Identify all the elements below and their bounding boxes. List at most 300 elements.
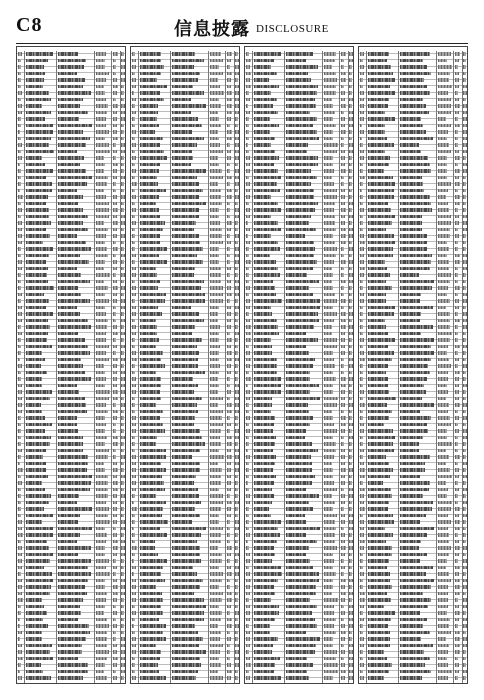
table-cell	[341, 117, 345, 121]
table-row	[131, 305, 239, 311]
table-cell	[210, 403, 218, 407]
table-cell	[324, 663, 337, 667]
table-cell	[58, 91, 91, 95]
table-cell	[132, 585, 136, 589]
table-cell	[172, 143, 197, 147]
table-cell	[360, 267, 365, 271]
table-row	[131, 110, 239, 116]
table-cell	[172, 260, 203, 264]
table-cell	[235, 182, 239, 186]
table-row	[245, 506, 353, 512]
table-cell	[360, 111, 365, 115]
table-cell	[58, 449, 83, 453]
table-cell	[349, 462, 352, 466]
table-cell	[455, 293, 458, 297]
table-cell	[140, 254, 159, 258]
table-cell	[246, 494, 251, 498]
table-cell	[140, 650, 161, 654]
table-cell	[455, 488, 459, 492]
table-cell	[400, 455, 430, 459]
table-cell	[132, 364, 135, 368]
table-cell	[360, 189, 363, 193]
table-row	[245, 97, 353, 103]
table-cell	[463, 657, 466, 661]
table-cell	[349, 98, 353, 102]
table-cell	[235, 65, 239, 69]
table-cell	[246, 182, 250, 186]
table-cell	[341, 585, 345, 589]
table-cell	[360, 533, 365, 537]
table-row	[359, 64, 467, 70]
table-cell	[132, 390, 137, 394]
table-cell	[463, 124, 467, 128]
table-cell	[246, 442, 249, 446]
table-cell	[246, 286, 251, 290]
table-row	[131, 656, 239, 662]
table-cell	[438, 267, 449, 271]
table-cell	[18, 98, 22, 102]
table-cell	[113, 286, 118, 290]
table-row	[359, 298, 467, 304]
table-cell	[210, 78, 218, 82]
table-cell	[246, 65, 251, 69]
table-cell	[341, 436, 344, 440]
table-cell	[96, 208, 109, 212]
table-cell	[254, 130, 271, 134]
table-cell	[172, 215, 199, 219]
table-cell	[140, 176, 158, 180]
table-cell	[18, 429, 21, 433]
table-cell	[341, 124, 345, 128]
table-cell	[235, 59, 239, 63]
table-cell	[246, 78, 251, 82]
table-cell	[172, 572, 197, 576]
table-cell	[341, 156, 345, 160]
table-cell	[113, 228, 117, 232]
table-cell	[172, 182, 199, 186]
table-row	[245, 669, 353, 675]
table-cell	[438, 449, 446, 453]
table-cell	[341, 429, 345, 433]
table-row	[245, 298, 353, 304]
table-cell	[341, 130, 346, 134]
table-cell	[324, 553, 332, 557]
table-cell	[140, 215, 161, 219]
table-cell	[341, 462, 345, 466]
table-cell	[140, 579, 166, 583]
table-cell	[438, 143, 449, 147]
table-cell	[341, 624, 345, 628]
table-cell	[349, 410, 352, 414]
table-cell	[349, 208, 352, 212]
table-cell	[455, 631, 460, 635]
table-cell	[324, 65, 332, 69]
table-row	[245, 584, 353, 590]
table-cell	[360, 494, 364, 498]
table-cell	[324, 410, 332, 414]
table-cell	[113, 91, 117, 95]
table-cell	[400, 65, 427, 69]
table-row	[359, 571, 467, 577]
table-cell	[227, 384, 230, 388]
table-cell	[455, 624, 458, 628]
column-3	[244, 46, 354, 684]
table-cell	[227, 267, 231, 271]
table-cell	[349, 449, 352, 453]
table-cell	[96, 319, 107, 323]
table-row	[245, 383, 353, 389]
table-cell	[58, 215, 88, 219]
table-cell	[400, 676, 422, 680]
table-cell	[58, 189, 77, 193]
table-row	[17, 344, 125, 350]
table-cell	[96, 65, 105, 69]
table-cell	[400, 195, 430, 199]
table-cell	[341, 332, 345, 336]
table-row	[131, 123, 239, 129]
table-cell	[368, 195, 395, 199]
table-cell	[172, 618, 204, 622]
table-cell	[400, 156, 428, 160]
table-cell	[26, 299, 49, 303]
table-cell	[18, 455, 22, 459]
table-row	[245, 246, 353, 252]
table-cell	[58, 559, 91, 563]
table-cell	[400, 351, 434, 355]
table-cell	[400, 663, 425, 667]
table-cell	[227, 260, 230, 264]
table-cell	[172, 338, 202, 342]
table-cell	[227, 410, 232, 414]
table-cell	[286, 364, 313, 368]
table-row	[17, 389, 125, 395]
table-row	[131, 168, 239, 174]
table-cell	[121, 169, 123, 173]
table-cell	[210, 559, 221, 563]
table-cell	[26, 358, 45, 362]
table-cell	[121, 189, 124, 193]
table-cell	[18, 280, 22, 284]
table-cell	[368, 520, 395, 524]
table-row	[131, 578, 239, 584]
table-cell	[235, 150, 239, 154]
table-cell	[360, 325, 364, 329]
table-cell	[455, 468, 459, 472]
table-cell	[113, 605, 116, 609]
table-cell	[349, 150, 353, 154]
table-row	[131, 97, 239, 103]
table-cell	[140, 624, 166, 628]
table-cell	[360, 650, 364, 654]
table-cell	[132, 533, 135, 537]
table-row	[359, 630, 467, 636]
table-cell	[463, 85, 466, 89]
table-cell	[172, 345, 197, 349]
table-row	[17, 64, 125, 70]
table-cell	[113, 169, 117, 173]
table-cell	[246, 169, 250, 173]
table-cell	[349, 176, 352, 180]
table-row	[359, 396, 467, 402]
table-cell	[463, 286, 465, 290]
table-cell	[455, 228, 458, 232]
table-cell	[210, 637, 220, 641]
table-cell	[368, 189, 394, 193]
table-cell	[121, 358, 124, 362]
table-row	[245, 539, 353, 545]
table-cell	[341, 611, 345, 615]
table-cell	[210, 189, 220, 193]
table-cell	[96, 631, 106, 635]
table-cell	[227, 423, 231, 427]
table-cell	[235, 293, 239, 297]
table-cell	[96, 657, 107, 661]
table-cell	[113, 358, 118, 362]
table-row	[17, 357, 125, 363]
table-cell	[463, 449, 466, 453]
table-cell	[400, 657, 430, 661]
table-cell	[341, 72, 346, 76]
table-cell	[140, 637, 167, 641]
table-cell	[26, 176, 46, 180]
table-row	[359, 97, 467, 103]
table-cell	[360, 410, 363, 414]
table-row	[359, 610, 467, 616]
table-cell	[246, 202, 250, 206]
table-cell	[455, 65, 458, 69]
table-cell	[455, 338, 458, 342]
table-cell	[360, 468, 365, 472]
table-cell	[132, 657, 136, 661]
table-cell	[368, 371, 386, 375]
table-cell	[113, 657, 118, 661]
table-cell	[438, 247, 449, 251]
table-cell	[400, 189, 424, 193]
table-cell	[368, 345, 388, 349]
table-cell	[26, 130, 53, 134]
table-cell	[360, 624, 363, 628]
table-cell	[113, 403, 116, 407]
table-cell	[254, 520, 281, 524]
table-cell	[18, 202, 22, 206]
table-cell	[210, 91, 223, 95]
table-cell	[400, 228, 422, 232]
table-cell	[96, 455, 107, 459]
table-cell	[254, 169, 278, 173]
table-cell	[210, 280, 221, 284]
table-cell	[324, 130, 333, 134]
table-cell	[286, 507, 313, 511]
table-cell	[210, 195, 221, 199]
table-cell	[246, 351, 250, 355]
table-cell	[58, 657, 78, 661]
table-cell	[438, 468, 450, 472]
table-cell	[227, 306, 231, 310]
table-cell	[172, 631, 198, 635]
table-cell	[113, 208, 118, 212]
table-row	[17, 461, 125, 467]
table-cell	[324, 182, 334, 186]
table-cell	[400, 104, 426, 108]
table-cell	[121, 280, 124, 284]
table-cell	[96, 611, 104, 615]
table-cell	[18, 416, 21, 420]
table-cell	[121, 117, 125, 121]
table-cell	[324, 117, 332, 121]
table-cell	[324, 390, 333, 394]
table-cell	[463, 624, 467, 628]
table-cell	[360, 221, 363, 225]
table-cell	[360, 150, 364, 154]
table-cell	[121, 364, 124, 368]
table-cell	[438, 319, 450, 323]
table-cell	[254, 553, 275, 557]
table-cell	[132, 182, 137, 186]
table-cell	[210, 208, 218, 212]
table-cell	[96, 215, 109, 219]
table-cell	[341, 202, 345, 206]
table-cell	[349, 247, 352, 251]
table-cell	[121, 624, 124, 628]
table-cell	[438, 208, 449, 212]
table-cell	[438, 566, 446, 570]
table-cell	[18, 566, 22, 570]
table-cell	[341, 215, 345, 219]
table-cell	[96, 384, 105, 388]
table-row	[359, 194, 467, 200]
table-cell	[400, 637, 421, 641]
table-row	[245, 110, 353, 116]
table-cell	[400, 319, 420, 323]
table-cell	[463, 462, 466, 466]
table-row	[359, 324, 467, 330]
table-cell	[341, 403, 345, 407]
table-cell	[132, 65, 136, 69]
table-cell	[18, 137, 21, 141]
table-cell	[286, 637, 320, 641]
table-cell	[210, 462, 218, 466]
table-cell	[121, 527, 125, 531]
table-cell	[140, 429, 165, 433]
table-cell	[58, 618, 78, 622]
table-cell	[438, 559, 447, 563]
table-row	[17, 402, 125, 408]
table-cell	[463, 169, 466, 173]
table-row	[131, 565, 239, 571]
table-row	[245, 71, 353, 77]
table-cell	[368, 72, 393, 76]
table-cell	[210, 579, 222, 583]
table-cell	[227, 345, 231, 349]
table-cell	[26, 72, 45, 76]
table-cell	[324, 533, 335, 537]
table-cell	[121, 98, 124, 102]
table-cell	[360, 85, 364, 89]
table-cell	[286, 468, 312, 472]
table-cell	[400, 410, 420, 414]
table-cell	[324, 657, 336, 661]
table-cell	[368, 572, 390, 576]
table-cell	[341, 137, 344, 141]
table-cell	[235, 598, 238, 602]
table-row	[17, 565, 125, 571]
table-row	[359, 201, 467, 207]
table-cell	[26, 163, 45, 167]
table-cell	[227, 605, 231, 609]
table-cell	[18, 124, 21, 128]
table-row	[245, 454, 353, 460]
table-row	[17, 337, 125, 343]
table-cell	[26, 416, 45, 420]
table-row	[245, 311, 353, 317]
table-cell	[121, 468, 124, 472]
table-row	[359, 441, 467, 447]
table-cell	[18, 52, 23, 56]
table-cell	[132, 91, 135, 95]
table-cell	[26, 189, 52, 193]
table-cell	[286, 520, 306, 524]
table-cell	[172, 156, 193, 160]
table-cell	[113, 72, 116, 76]
table-cell	[26, 338, 47, 342]
table-cell	[113, 611, 117, 615]
table-cell	[235, 345, 237, 349]
table-cell	[96, 176, 108, 180]
table-row	[17, 51, 125, 57]
table-cell	[286, 644, 316, 648]
table-cell	[254, 52, 281, 56]
table-cell	[140, 156, 167, 160]
table-cell	[235, 676, 238, 680]
table-cell	[455, 462, 458, 466]
table-cell	[113, 436, 118, 440]
table-cell	[58, 137, 90, 141]
table-cell	[132, 403, 136, 407]
table-cell	[235, 208, 239, 212]
table-cell	[18, 631, 22, 635]
table-cell	[58, 488, 90, 492]
table-cell	[455, 663, 459, 667]
table-cell	[341, 507, 344, 511]
table-cell	[210, 137, 219, 141]
table-row	[359, 142, 467, 148]
table-cell	[210, 124, 220, 128]
table-cell	[96, 436, 106, 440]
table-row	[131, 558, 239, 564]
table-cell	[96, 618, 107, 622]
table-cell	[455, 351, 458, 355]
table-cell	[368, 91, 396, 95]
table-cell	[400, 59, 423, 63]
table-cell	[58, 163, 80, 167]
table-cell	[368, 280, 386, 284]
table-cell	[341, 468, 346, 472]
table-cell	[210, 65, 218, 69]
table-cell	[235, 299, 238, 303]
table-cell	[324, 572, 335, 576]
table-cell	[96, 332, 105, 336]
table-cell	[324, 91, 335, 95]
table-cell	[58, 592, 87, 596]
table-cell	[254, 247, 280, 251]
table-cell	[235, 351, 238, 355]
table-cell	[140, 124, 160, 128]
table-cell	[286, 579, 319, 583]
table-cell	[400, 514, 426, 518]
table-row	[245, 168, 353, 174]
table-row	[131, 292, 239, 298]
table-cell	[96, 137, 105, 141]
